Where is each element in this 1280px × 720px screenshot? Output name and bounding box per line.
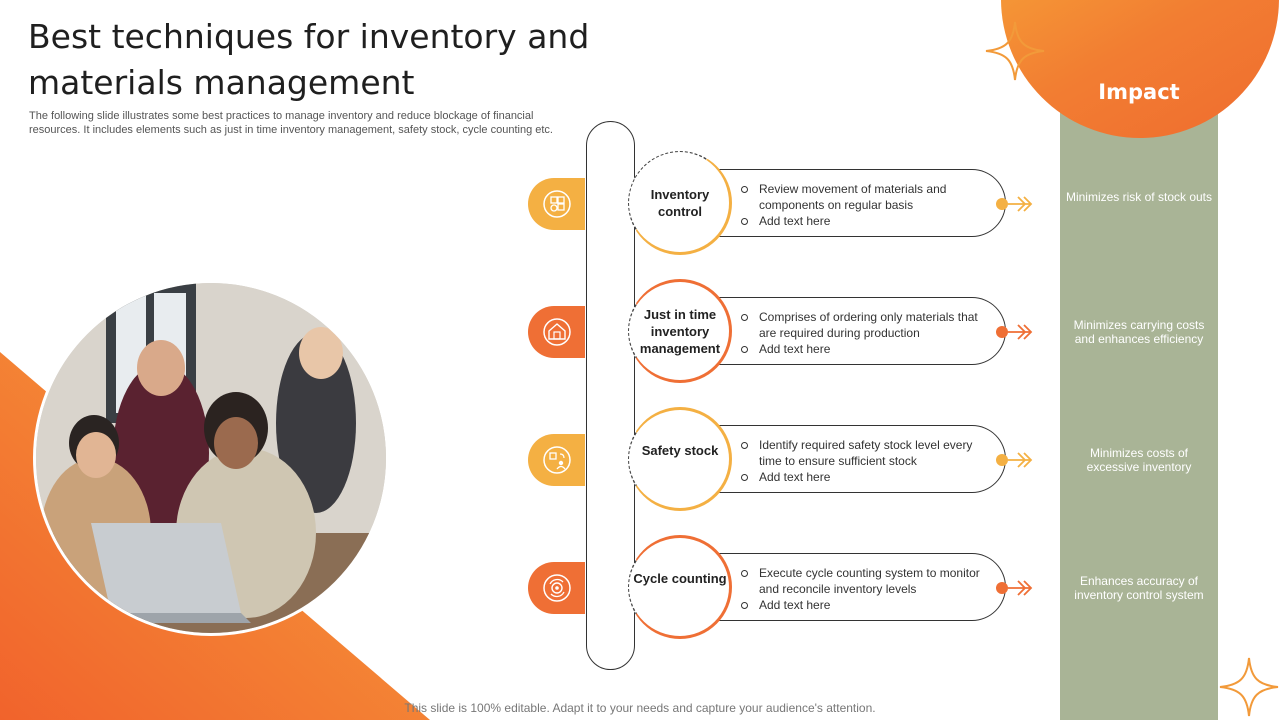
step-bullets-2 [740, 309, 990, 357]
impact-heading: Impact [1098, 80, 1180, 104]
bullet-text: Add text here [740, 469, 990, 485]
slide-title: Best techniques for inventory and materials management [28, 17, 590, 102]
step-icon-tab-3 [528, 434, 585, 486]
warehouse-icon [542, 317, 572, 347]
step-label-2: Just in time inventory management [639, 307, 721, 356]
double-chevron-arrow-icon [1008, 579, 1034, 597]
bullet-text: Review movement of materials and components on regular basis [740, 181, 990, 213]
impact-item-1: Minimizes risk of stock outs [1065, 190, 1213, 204]
box-cycle-person-icon [542, 445, 572, 475]
connector-dot [996, 454, 1008, 466]
double-chevron-arrow-icon [1008, 451, 1034, 469]
slide-description: The following slide illustrates some best practices to manage inventory and reduce blockage of financial resources. It includes elements such as just in time inventory management, safety stock, cycle counting etc. [29, 110, 553, 136]
connector-dot [996, 198, 1008, 210]
step-label-4: Cycle counting [633, 571, 727, 586]
step-icon-tab-4 [528, 562, 585, 614]
gear-cycle-icon [542, 573, 572, 603]
team-photo [33, 280, 389, 636]
double-chevron-arrow-icon [1008, 323, 1034, 341]
impact-item-4: Enhances accuracy of inventory control system [1074, 574, 1204, 602]
bullet-text: Add text here [740, 213, 990, 229]
sparkle-icon [984, 20, 1046, 82]
step-label-1: Inventory control [650, 187, 710, 219]
step-bullets-3 [740, 437, 990, 485]
step-icon-tab-1 [528, 178, 585, 230]
bullet-text: Execute cycle counting system to monitor and reconcile inventory levels [740, 565, 990, 597]
step-circle-4 [628, 535, 732, 639]
bullet-text: Add text here [740, 597, 990, 613]
footer-note: This slide is 100% editable. Adapt it to your needs and capture your audience's attention. [404, 701, 876, 715]
connector-dot [996, 326, 1008, 338]
step-bullets-1 [740, 181, 990, 229]
boxes-gear-icon [542, 189, 572, 219]
double-chevron-arrow-icon [1008, 195, 1034, 213]
step-bullets-4 [740, 565, 990, 613]
connector-dot [996, 582, 1008, 594]
impact-item-3: Minimizes costs of excessive inventory [1086, 446, 1192, 474]
bullet-text: Add text here [740, 341, 990, 357]
step-label-3: Safety stock [641, 443, 719, 458]
step-circle-3 [628, 407, 732, 511]
impact-item-2: Minimizes carrying costs and enhances efficiency [1073, 318, 1205, 346]
bullet-text: Comprises of ordering only materials that are required during production [740, 309, 990, 341]
step-icon-tab-2 [528, 306, 585, 358]
bullet-text: Identify required safety stock level every time to ensure sufficient stock [740, 437, 990, 469]
